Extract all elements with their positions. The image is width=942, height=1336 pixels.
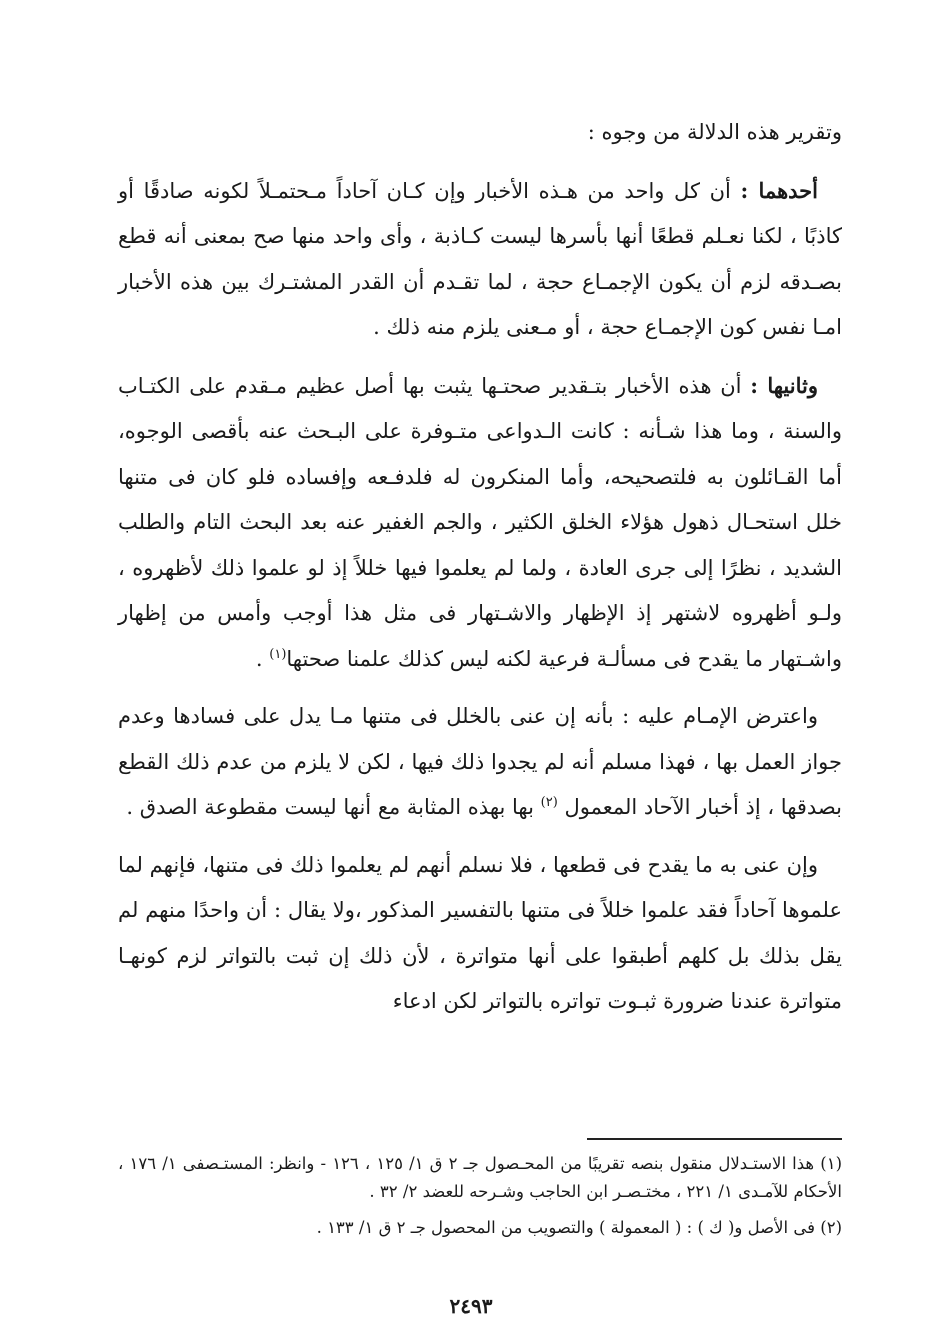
footnote-ref-2: (٢) — [540, 795, 558, 810]
heading-first: أحدهما : — [740, 177, 819, 203]
paragraph-objection-text: واعترض الإمـام عليه : بأنه إن عنى بالخلل فى متنها مـا يدل على فسادها وعدم جواز العمل بها ، فهذا مسلم أنه لم يجدوا ذلك فيها ، لكن لا يلزم من عدم ذلك القطع بصدقها ، إذ أخبار الآحاد المعمول — [118, 704, 842, 819]
footnote-1: (١) هذا الاستـدلال منقول بنصه تقريبًا من المحـصول جـ ٢ ق ١/ ١٢٥ ، ١٢٦ - وانظر: المستـصفى ١/ ١٧٦ ، الأحكام للآمـدى ١/ ٢٢١ ، مختـصـر ابن الحاجب وشـرحه للعضد ٢/ ٣٢ . — [118, 1154, 843, 1201]
intro-line: وتقرير هذه الدلالة من وجوه : — [587, 120, 842, 144]
paragraph-second-argument — [118, 363, 842, 683]
paragraph-objection-end: بها بهذه المثابة مع أنها ليست مقطوعة الصدق . — [126, 795, 541, 819]
paragraph-first-argument — [118, 168, 842, 351]
paragraph-second-text: أن هذه الأخبار بتـقدير صحتـها يثبت بها أصل عظيم مـقدم على الكتـاب والسنة ، وما هذا شـأنه : كانت الـدواعى متـوفرة على البـحث عنه بأقصى الوجوه، أما القـائلون به فلتصحيحه، وأما المنكرون له فلدفـعه وإفساده فلو كان فى متنها خلل استحـال ذهول هؤلاء الخلق الكثير ، والجم الغفير عنه بعد البحث التام والطلب الشديد ، نظرًا إلى جرى العادة ، ولما لم يعلموا فيها خللاً إذ لو علموا ذلك لأظهروه ، ولـو أظهروه لاشتهر إذ الإظهار والاشـتهار فى مثل هذا أوجب وأمس من إظهار واشـتهار ما يقدح فى مسألـة فرعية لكنه ليس كذلك علمنا صحتها — [118, 373, 842, 671]
footnote-divider — [587, 1138, 842, 1140]
footnote-ref-1: (١) — [269, 646, 287, 662]
paragraph-second-end: . — [255, 646, 270, 671]
footnote-2: (٢) فى الأصل و( ك ) : ( المعمولة ) والتصويب من المحصول جـ ٢ ق ١/ ١٣٣ . — [316, 1218, 842, 1237]
footnotes — [118, 1150, 842, 1250]
paragraph-first-text: أن كل واحد من هـذه الأخبار وإن كـان آحاداً مـحتمـلاً لكونه صادقًا أو كاذبًا ، لكنا نعـلم قطعًا أنها بأسرها ليست كـاذبة ، وأى واحد منها صح بمعنى أنه قطع بصـدقه لزم أن يكون الإجمـاع حجة ، لما تقـدم أن القدر المشتـرك بين هذه الأخبار امـا نفس كون الإجمـاع حجة ، أو مـعنى يلزم منه ذلك . — [118, 178, 842, 339]
heading-second: وثانيها : — [750, 372, 819, 398]
paragraph-reply: وإن عنى به ما يقدح فى قطعها ، فلا نسلم أنهم لم يعلموا ذلك فى متنها، فإنهم لما علموها آحاداً فقد علموا خللاً فى متنها بالتفسير المذكور ،ولا يقال : أن واحدًا منهم لم يقل بذلك بل كلهم أطبقوا على أنها متواترة ، لأن ذلك إن ثبت بالتواتر لزم كونهـا متواترة عندنا ضرورة ثبـوت تواتره بالتواتر لكن ادعاء — [118, 852, 842, 1013]
main-text — [118, 110, 842, 1025]
page-number: ٢٤٩٣ — [449, 1294, 493, 1318]
paragraph-objection — [118, 694, 842, 831]
